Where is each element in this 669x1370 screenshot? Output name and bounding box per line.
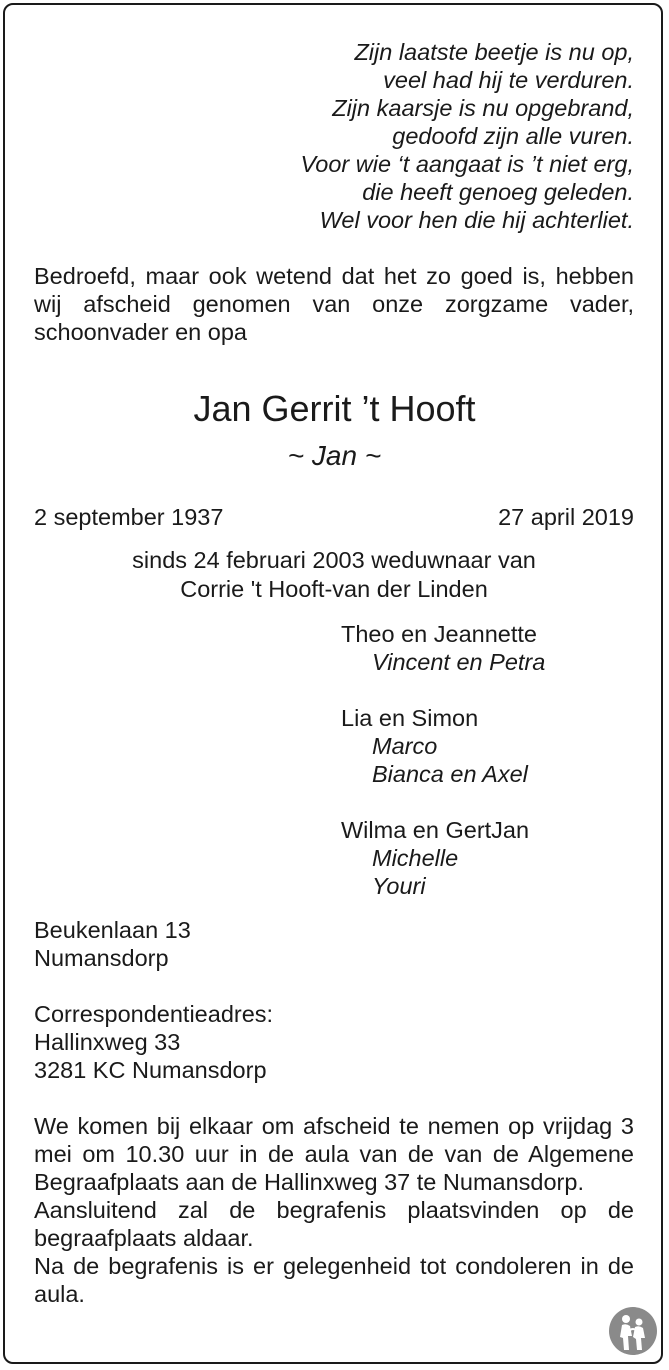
home-city: Numansdorp — [34, 945, 169, 971]
poem-line: gedoofd zijn alle vuren. — [392, 123, 634, 149]
family-list — [341, 620, 641, 928]
poem-line: Voor wie ‘t aangaat is ’t niet erg, — [300, 151, 634, 177]
home-street: Beukenlaan 13 — [34, 917, 191, 943]
family-grandchild: Youri — [372, 873, 426, 899]
address-block — [34, 916, 634, 1084]
death-date: 27 april 2019 — [498, 504, 634, 530]
widower-line: sinds 24 februari 2003 weduwnaar van — [132, 547, 536, 573]
family-parents: Wilma en GertJan — [341, 817, 530, 843]
deceased-nickname: ~ Jan ~ — [287, 440, 382, 471]
family-group — [341, 816, 641, 900]
poem-line: die heeft genoeg geleden. — [362, 179, 634, 205]
service-paragraph: We komen bij elkaar om afscheid te nemen op vrijdag 3 mei om 10.30 uur in de aula van de van de Algemene Begraafplaats aan de Hallinxweg 37 te Numansdorp. — [34, 1113, 634, 1195]
correspondence-label: Correspondentieadres: — [34, 1001, 274, 1027]
service-info — [34, 1112, 634, 1308]
family-grandchild: Michelle — [372, 845, 459, 871]
service-paragraph: Na de begrafenis is er gelegenheid tot condoleren in de aula. — [34, 1253, 634, 1307]
memorial-figure-icon — [608, 1306, 658, 1356]
life-dates — [34, 502, 634, 532]
poem-line: veel had hij te verduren. — [383, 67, 634, 93]
widower-note — [34, 546, 634, 604]
family-group — [341, 620, 641, 676]
family-group — [341, 704, 641, 788]
correspondence-street: Hallinxweg 33 — [34, 1029, 181, 1055]
poem-line: Wel voor hen die hij achterliet. — [319, 207, 634, 233]
family-parents: Theo en Jeannette — [341, 621, 537, 647]
deceased-name: Jan Gerrit ’t Hooft — [193, 388, 476, 429]
poem-line: Zijn kaarsje is nu opgebrand, — [332, 95, 634, 121]
intro-text: Bedroefd, maar ook wetend dat het zo goed is, hebben wij afscheid genomen van onze zorgzame vader, schoonvader en opa — [34, 263, 634, 345]
birth-date: 2 september 1937 — [34, 504, 224, 530]
widower-spouse: Corrie 't Hooft-van der Linden — [180, 576, 488, 602]
poem-line: Zijn laatste beetje is nu op, — [354, 39, 634, 65]
family-grandchild: Vincent en Petra — [372, 649, 546, 675]
family-parents: Lia en Simon — [341, 705, 479, 731]
poem — [34, 38, 634, 234]
family-grandchild: Bianca en Axel — [372, 761, 528, 787]
service-paragraph: Aansluitend zal de begrafenis plaatsvinden op de begraafplaats aldaar. — [34, 1197, 634, 1251]
family-grandchild: Marco — [372, 733, 438, 759]
correspondence-city: 3281 KC Numansdorp — [34, 1057, 267, 1083]
